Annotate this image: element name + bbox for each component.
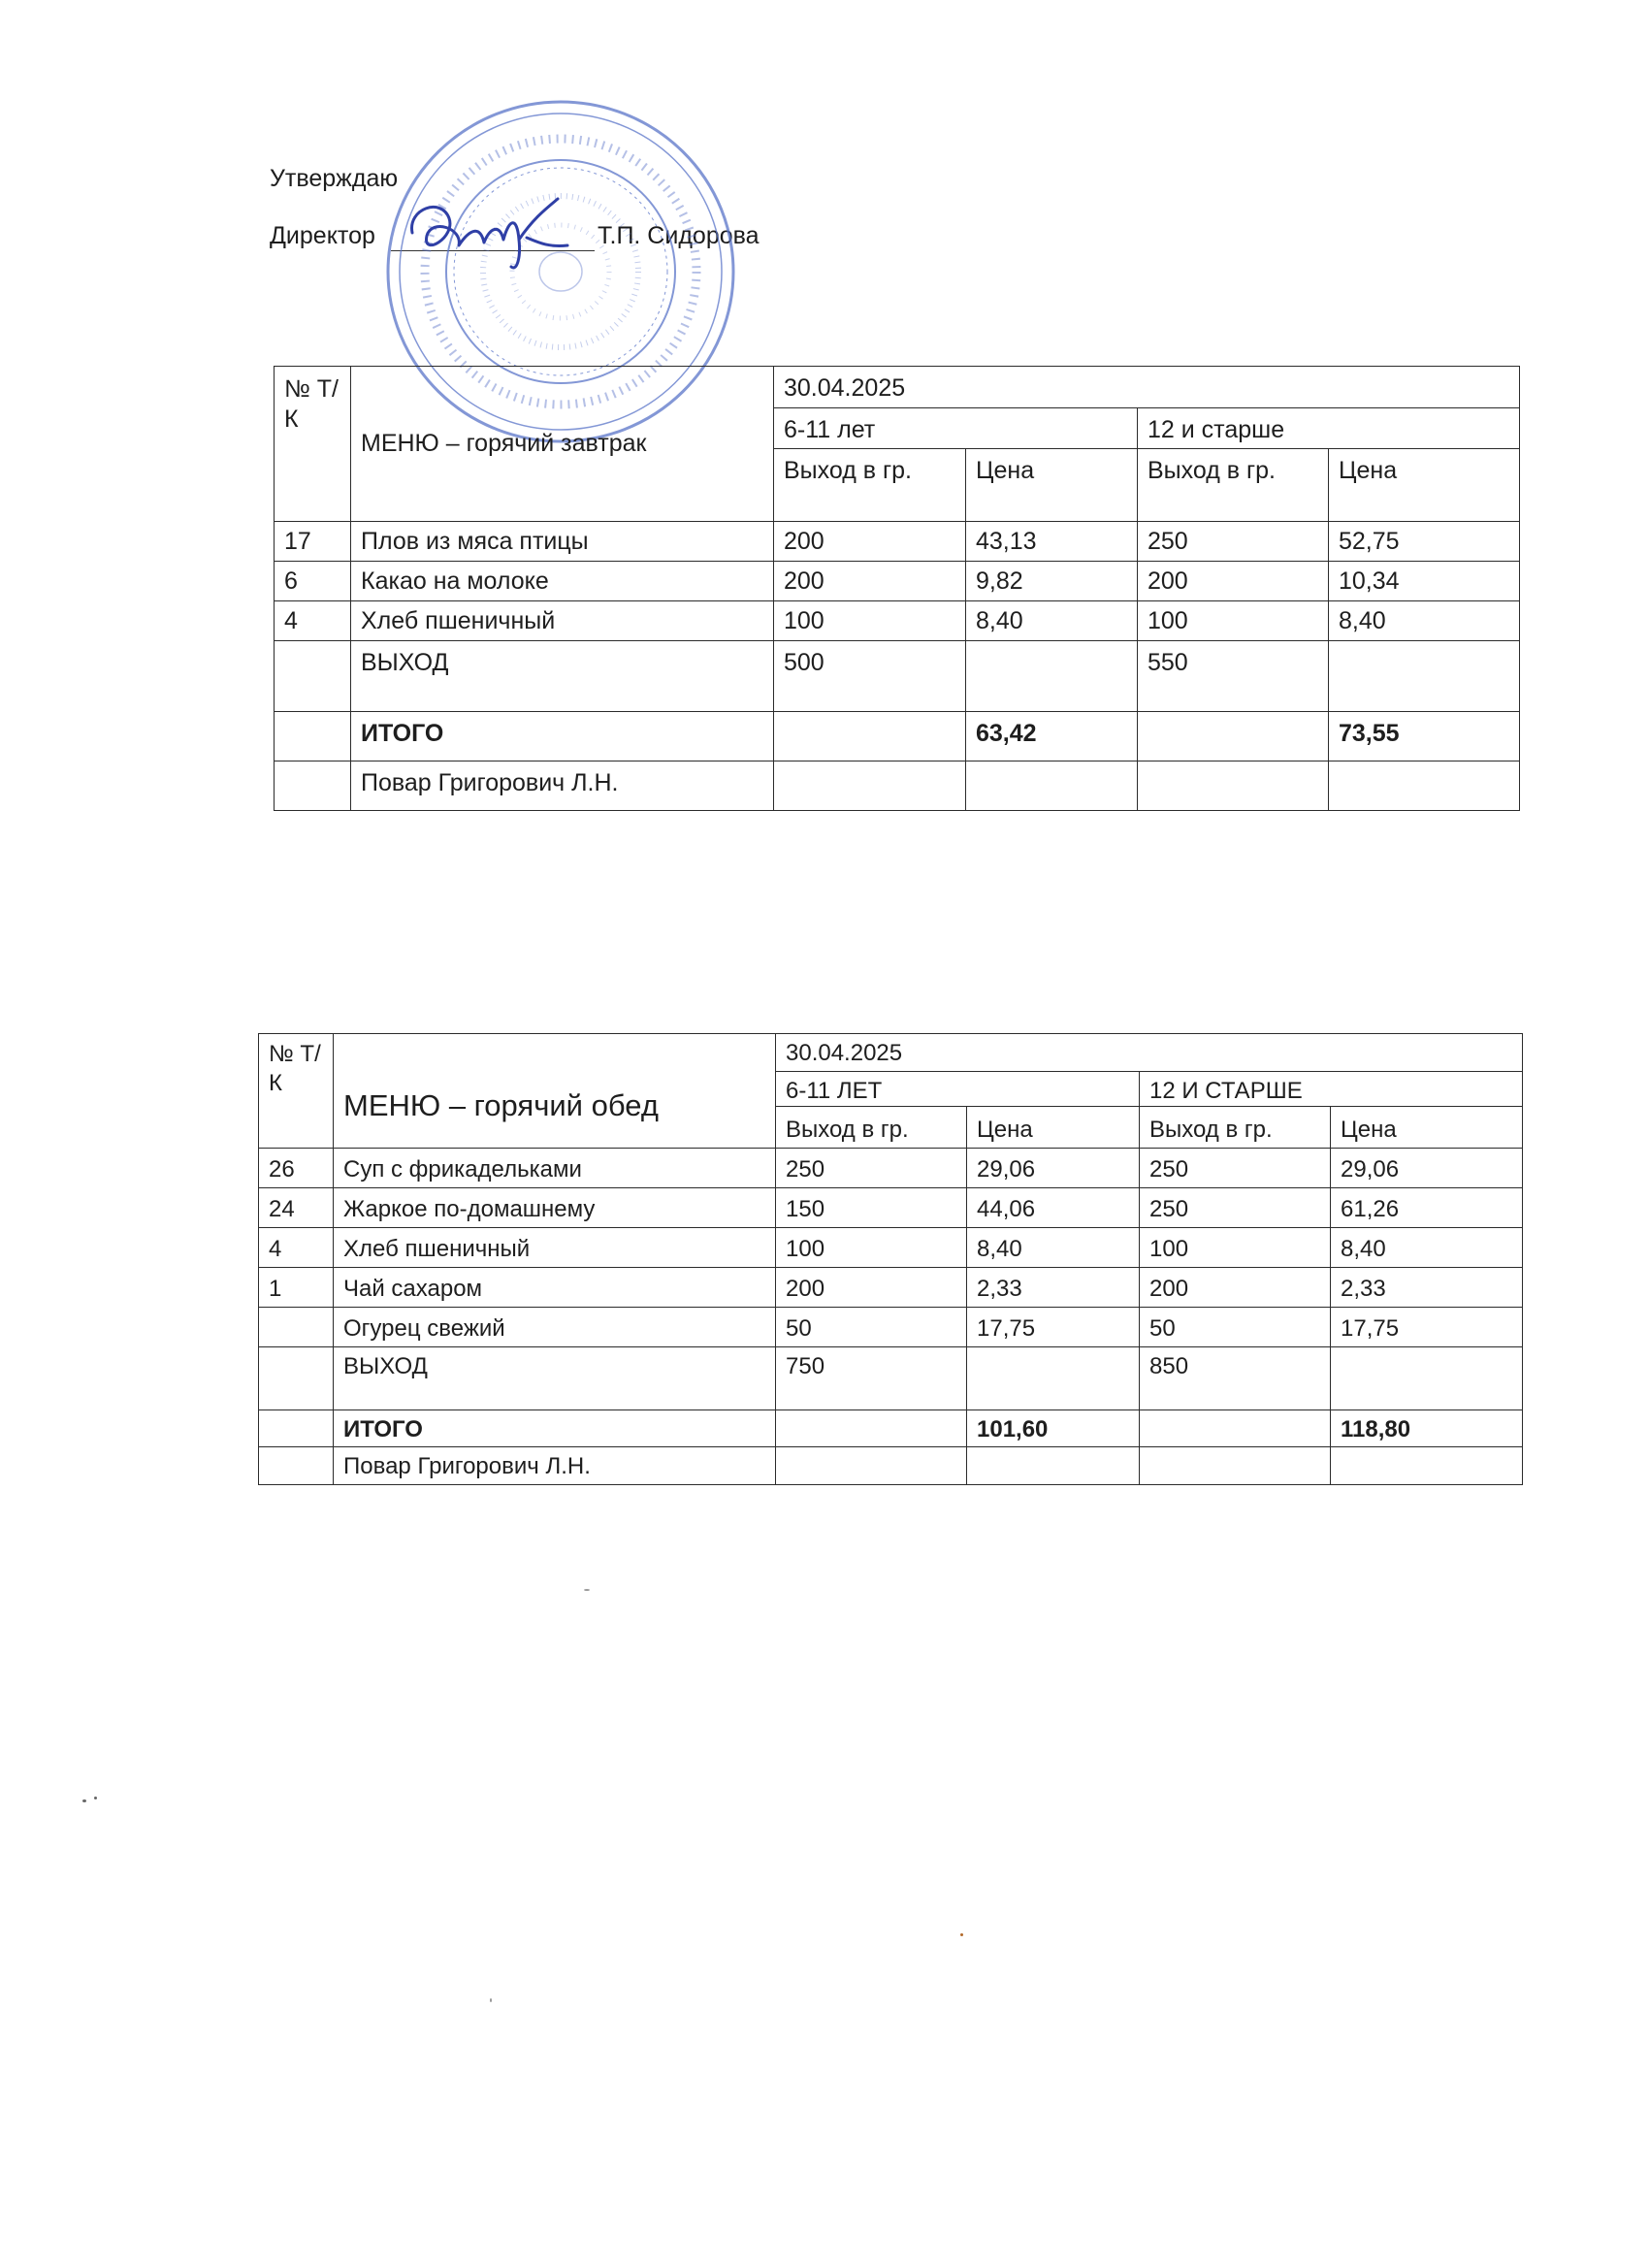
total-label: ИТОГО: [351, 712, 774, 761]
item-output-2: 250: [1140, 1149, 1331, 1188]
empty-cell: [275, 712, 351, 761]
empty-cell: [967, 1447, 1140, 1485]
item-price-2: 8,40: [1331, 1228, 1523, 1268]
output-value-2: 550: [1138, 641, 1329, 712]
item-num: 6: [275, 562, 351, 601]
output-label: ВЫХОД: [351, 641, 774, 712]
item-name: Суп с фрикадельками: [334, 1149, 776, 1188]
empty-cell: [259, 1347, 334, 1410]
item-num: 1: [259, 1268, 334, 1308]
empty-cell: [966, 641, 1138, 712]
total-value-1: 63,42: [966, 712, 1138, 761]
empty-cell: [967, 1347, 1140, 1410]
output-row: [275, 641, 1520, 712]
empty-cell: [776, 1447, 967, 1485]
table-row: [275, 522, 1520, 562]
age-group-header: 12 и старше: [1138, 408, 1520, 449]
menu-title: МЕНЮ – горячий завтрак: [351, 367, 774, 522]
empty-cell: [776, 1410, 967, 1447]
item-price-2: 17,75: [1331, 1308, 1523, 1347]
item-output-2: 250: [1140, 1188, 1331, 1228]
col-output-header: Выход в гр.: [1138, 449, 1329, 522]
total-label: ИТОГО: [334, 1410, 776, 1447]
item-price-1: 9,82: [966, 562, 1138, 601]
output-label: ВЫХОД: [334, 1347, 776, 1410]
item-output-2: 250: [1138, 522, 1329, 562]
empty-cell: [259, 1447, 334, 1485]
item-name: Какао на молоке: [351, 562, 774, 601]
item-num: 4: [259, 1228, 334, 1268]
empty-cell: [1331, 1447, 1523, 1485]
item-price-1: 2,33: [967, 1268, 1140, 1308]
cook-row: [259, 1447, 1523, 1485]
total-row: [275, 712, 1520, 761]
item-num: [259, 1308, 334, 1347]
item-name: Огурец свежий: [334, 1308, 776, 1347]
age-group-header: 12 И СТАРШЕ: [1140, 1072, 1523, 1107]
empty-cell: [259, 1410, 334, 1447]
col-price-header: Цена: [1331, 1107, 1523, 1149]
table-row: [259, 1308, 1523, 1347]
total-value-2: 118,80: [1331, 1410, 1523, 1447]
scan-speck: [960, 1933, 963, 1936]
lunch-menu-table: [258, 1033, 1523, 1485]
item-output-1: 200: [776, 1268, 967, 1308]
col-price-header: Цена: [1329, 449, 1520, 522]
item-name: Чай сахаром: [334, 1268, 776, 1308]
col-price-header: Цена: [967, 1107, 1140, 1149]
director-label: Директор: [270, 222, 375, 249]
item-output-1: 200: [774, 522, 966, 562]
table-row: [259, 1188, 1523, 1228]
empty-cell: [774, 761, 966, 811]
empty-cell: [275, 641, 351, 712]
item-num: 17: [275, 522, 351, 562]
empty-cell: [1331, 1347, 1523, 1410]
empty-cell: [1138, 712, 1329, 761]
item-output-1: 100: [776, 1228, 967, 1268]
item-name: Плов из мяса птицы: [351, 522, 774, 562]
cook-name: Повар Григорович Л.Н.: [334, 1447, 776, 1485]
cook-name: Повар Григорович Л.Н.: [351, 761, 774, 811]
empty-cell: [1138, 761, 1329, 811]
table-row: [259, 1228, 1523, 1268]
item-output-2: 100: [1138, 601, 1329, 641]
item-num: 26: [259, 1149, 334, 1188]
scan-speck: [490, 1998, 492, 2002]
signature-icon: [403, 189, 577, 276]
item-name: Жаркое по-домашнему: [334, 1188, 776, 1228]
item-price-2: 8,40: [1329, 601, 1520, 641]
item-price-2: 10,34: [1329, 562, 1520, 601]
cook-row: [275, 761, 1520, 811]
item-price-1: 8,40: [966, 601, 1138, 641]
empty-cell: [1140, 1447, 1331, 1485]
scan-speck: [584, 1589, 590, 1591]
director-name: Т.П. Сидорова: [598, 222, 760, 249]
table-row: [259, 1149, 1523, 1188]
item-output-2: 100: [1140, 1228, 1331, 1268]
col-output-header: Выход в гр.: [776, 1107, 967, 1149]
col-output-header: Выход в гр.: [1140, 1107, 1331, 1149]
item-name: Хлеб пшеничный: [334, 1228, 776, 1268]
output-value-1: 500: [774, 641, 966, 712]
item-num: 4: [275, 601, 351, 641]
item-price-2: 52,75: [1329, 522, 1520, 562]
empty-cell: [774, 712, 966, 761]
output-row: [259, 1347, 1523, 1410]
item-output-1: 250: [776, 1149, 967, 1188]
table-row: [259, 1268, 1523, 1308]
item-output-1: 50: [776, 1308, 967, 1347]
num-tk-header: № Т/К: [275, 367, 351, 522]
table-row: [275, 562, 1520, 601]
item-num: 24: [259, 1188, 334, 1228]
empty-cell: [1140, 1410, 1331, 1447]
age-group-header: 6-11 лет: [774, 408, 1138, 449]
item-output-1: 200: [774, 562, 966, 601]
num-tk-header: № Т/К: [259, 1034, 334, 1149]
total-value-2: 73,55: [1329, 712, 1520, 761]
item-output-1: 100: [774, 601, 966, 641]
item-price-2: 2,33: [1331, 1268, 1523, 1308]
output-value-1: 750: [776, 1347, 967, 1410]
approve-label: Утверждаю: [270, 165, 399, 192]
empty-cell: [1329, 761, 1520, 811]
item-output-2: 200: [1140, 1268, 1331, 1308]
item-output-2: 200: [1138, 562, 1329, 601]
menu-date: 30.04.2025: [774, 367, 1520, 408]
item-price-2: 61,26: [1331, 1188, 1523, 1228]
total-value-1: 101,60: [967, 1410, 1140, 1447]
menu-title: МЕНЮ – горячий обед: [334, 1034, 776, 1149]
table-row: [275, 601, 1520, 641]
empty-cell: [966, 761, 1138, 811]
scan-speck: [82, 1799, 86, 1802]
age-group-header: 6-11 ЛЕТ: [776, 1072, 1140, 1107]
output-value-2: 850: [1140, 1347, 1331, 1410]
item-price-1: 8,40: [967, 1228, 1140, 1268]
empty-cell: [275, 761, 351, 811]
item-output-2: 50: [1140, 1308, 1331, 1347]
item-price-1: 43,13: [966, 522, 1138, 562]
col-price-header: Цена: [966, 449, 1138, 522]
empty-cell: [1329, 641, 1520, 712]
item-output-1: 150: [776, 1188, 967, 1228]
col-output-header: Выход в гр.: [774, 449, 966, 522]
item-price-2: 29,06: [1331, 1149, 1523, 1188]
breakfast-menu-table: [274, 366, 1520, 811]
item-name: Хлеб пшеничный: [351, 601, 774, 641]
item-price-1: 44,06: [967, 1188, 1140, 1228]
item-price-1: 29,06: [967, 1149, 1140, 1188]
item-price-1: 17,75: [967, 1308, 1140, 1347]
scan-speck: [94, 1797, 97, 1799]
menu-date: 30.04.2025: [776, 1034, 1523, 1072]
total-row: [259, 1410, 1523, 1447]
